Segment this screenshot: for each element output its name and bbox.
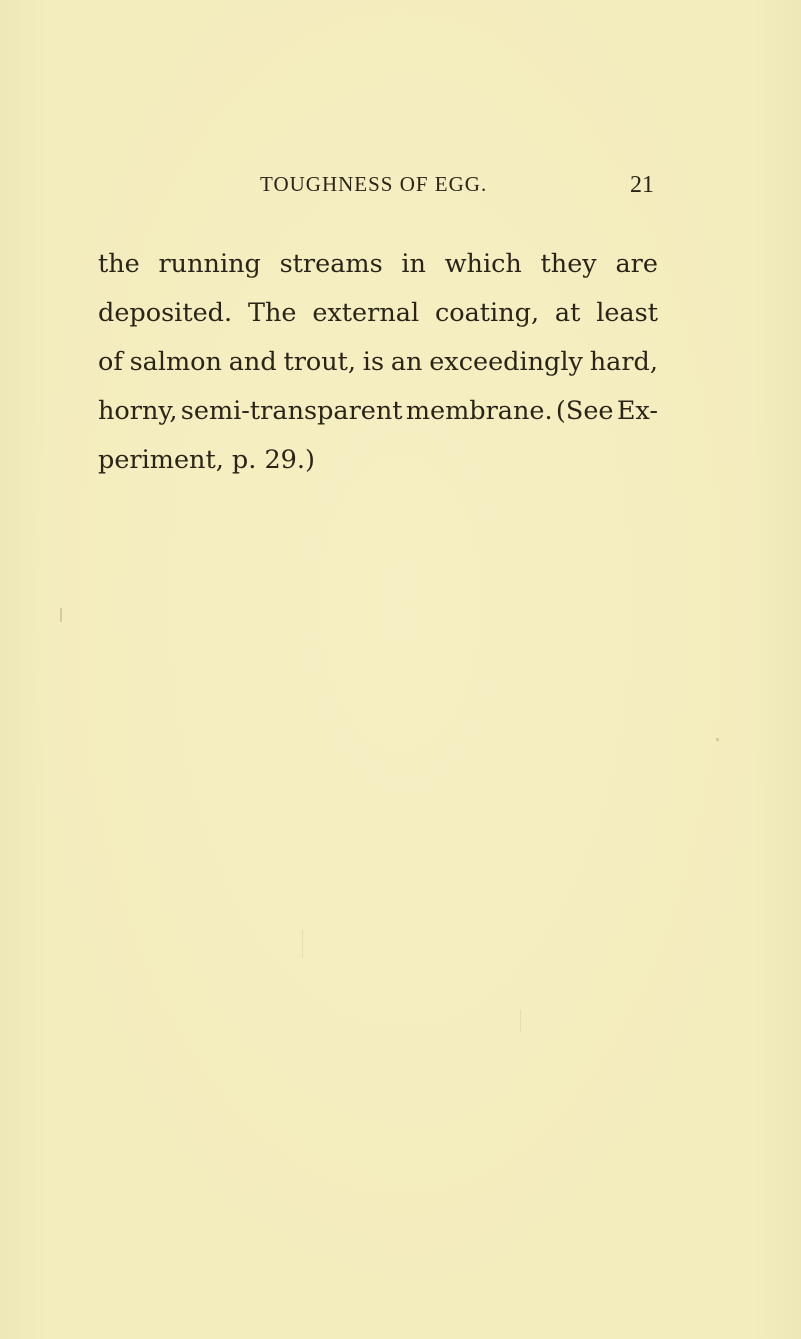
word: membrane. bbox=[405, 396, 553, 426]
word: deposited. bbox=[98, 298, 233, 328]
paper-speck bbox=[520, 1010, 521, 1032]
word: which bbox=[444, 249, 522, 279]
text-line bbox=[98, 289, 658, 338]
word: hard, bbox=[589, 347, 658, 377]
word: The bbox=[247, 298, 297, 328]
running-head-title: TOUGHNESS OF EGG. bbox=[260, 172, 488, 196]
word: (See bbox=[555, 396, 614, 426]
word: streams bbox=[279, 249, 383, 279]
paper-speck bbox=[60, 608, 62, 622]
word: they bbox=[540, 249, 597, 279]
word: the bbox=[98, 249, 140, 279]
word: of bbox=[98, 347, 123, 377]
text-line bbox=[98, 338, 658, 387]
word: horny, bbox=[98, 396, 178, 426]
word: least bbox=[596, 298, 658, 328]
body-paragraph bbox=[98, 240, 658, 485]
paper-speck bbox=[302, 930, 303, 958]
word: and bbox=[228, 347, 277, 377]
word: at bbox=[554, 298, 581, 328]
running-head bbox=[98, 172, 654, 202]
word: semi-transparent bbox=[180, 396, 403, 426]
word: in bbox=[401, 249, 426, 279]
text-line: periment, p. 29.) bbox=[98, 445, 315, 475]
word: external bbox=[312, 298, 420, 328]
word: are bbox=[615, 249, 658, 279]
word: exceedingly bbox=[429, 347, 583, 377]
word: coating, bbox=[434, 298, 540, 328]
paper-speck bbox=[716, 738, 719, 741]
word: is bbox=[362, 347, 385, 377]
word: running bbox=[158, 249, 261, 279]
text-line bbox=[98, 387, 658, 436]
word: Ex- bbox=[616, 396, 658, 426]
word: salmon bbox=[129, 347, 222, 377]
word: an bbox=[390, 347, 423, 377]
page-number: 21 bbox=[630, 172, 654, 198]
word: trout, bbox=[283, 347, 357, 377]
text-line bbox=[98, 240, 658, 289]
